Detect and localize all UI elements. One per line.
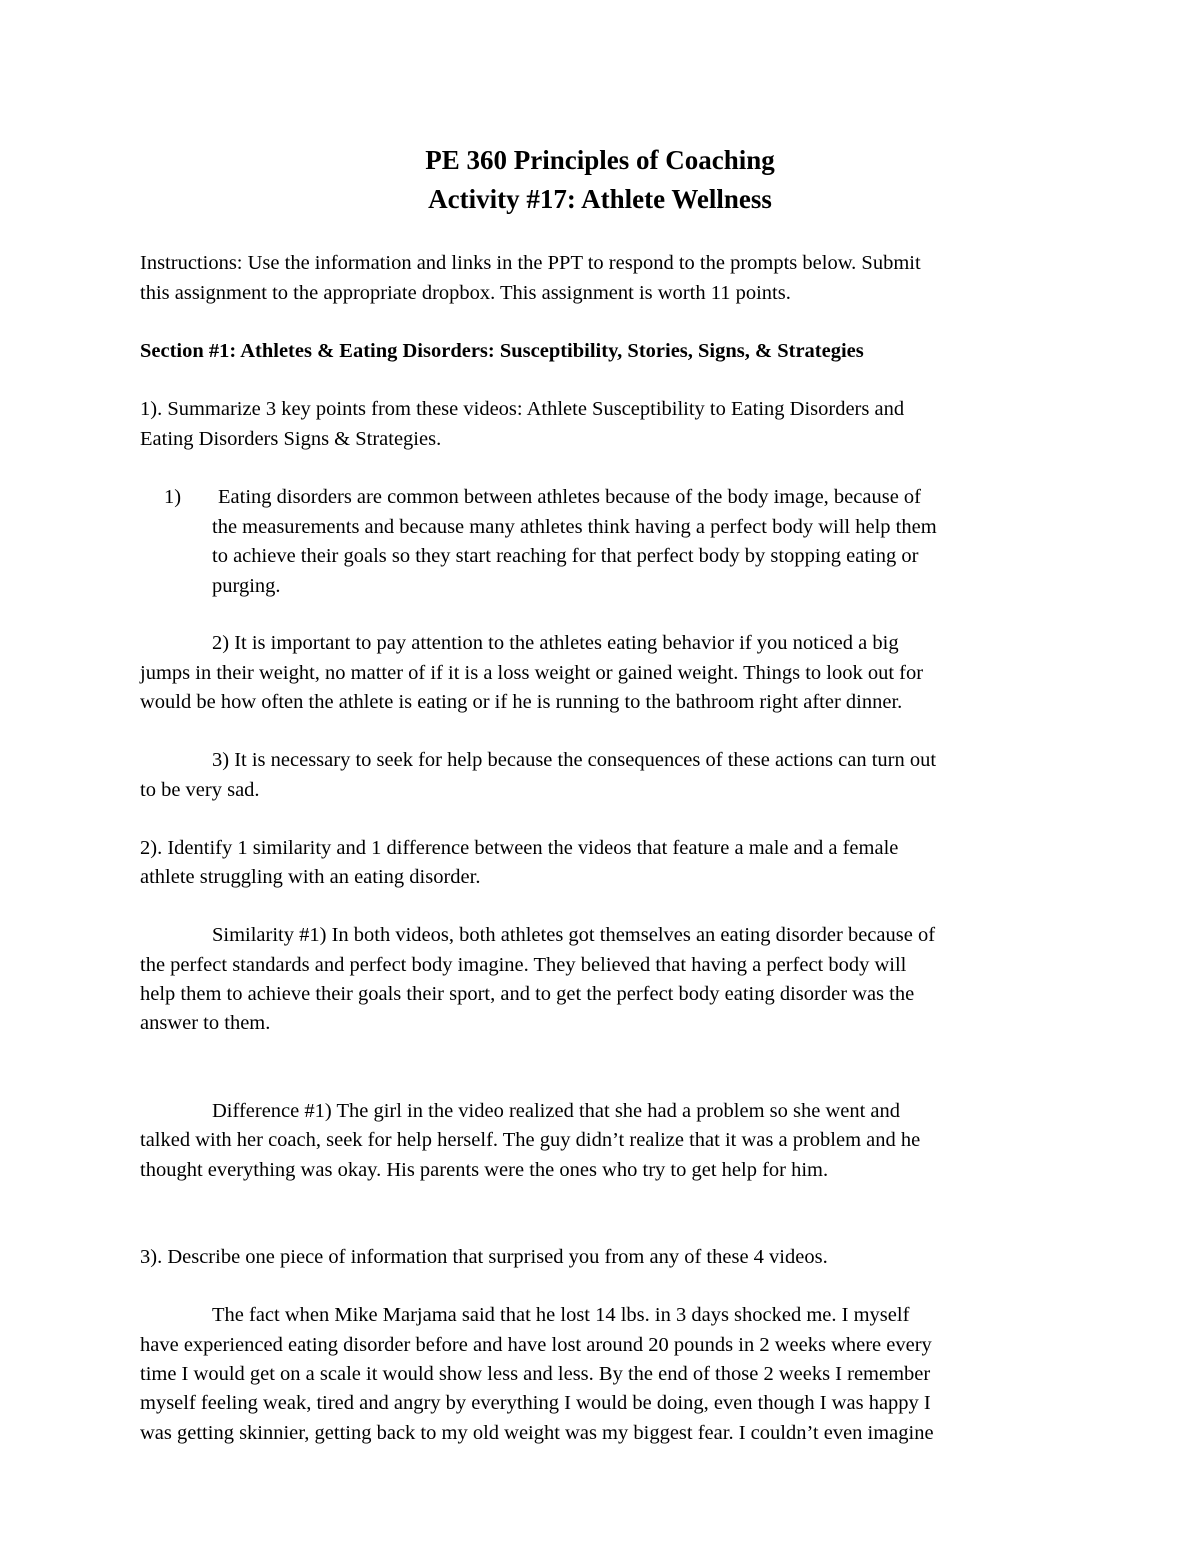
answer-1-line-2: the measurements and because many athletes think having a perfect body will help them	[212, 516, 937, 538]
similarity-line-3: help them to achieve their goals their sport, and to get the perfect body eating disorder was the	[140, 983, 915, 1005]
document-subtitle: Activity #17: Athlete Wellness	[428, 184, 772, 214]
answer-3-line-2: to be very sad.	[140, 779, 260, 801]
difference-line-1: Difference #1) The girl in the video realized that she had a problem so she went and	[212, 1100, 901, 1122]
question-1-line-2: Eating Disorders Signs & Strategies.	[140, 428, 442, 450]
answer-3-line-1: 3) It is necessary to seek for help because the consequences of these actions can turn out	[212, 749, 937, 771]
surprise-line-1: The fact when Mike Marjama said that he lost 14 lbs. in 3 days shocked me. I myself	[212, 1304, 910, 1326]
question-2-line-2: athlete struggling with an eating disorder.	[140, 866, 481, 888]
instructions-line-1: Instructions: Use the information and links in the PPT to respond to the prompts below. Submit	[140, 252, 921, 274]
question-3: 3). Describe one piece of information that surprised you from any of these 4 videos.	[140, 1246, 828, 1268]
surprise-line-5: was getting skinnier, getting back to my old weight was my biggest fear. I couldn’t even imagine	[140, 1422, 934, 1444]
answer-1-line-4: purging.	[212, 575, 281, 597]
surprise-line-3: time I would get on a scale it would show less and less. By the end of those 2 weeks I remember	[140, 1363, 931, 1385]
answer-2-line-2: jumps in their weight, no matter of if it is a loss weight or gained weight. Things to look out for	[140, 662, 924, 684]
answer-1-number: 1)	[164, 486, 182, 508]
answer-1-line-1: Eating disorders are common between athletes because of the body image, because of	[218, 486, 921, 508]
surprise-line-4: myself feeling weak, tired and angry by everything I would be doing, even though I was happy I	[140, 1392, 931, 1414]
surprise-line-2: have experienced eating disorder before and have lost around 20 pounds in 2 weeks where every	[140, 1334, 932, 1356]
instructions-line-2: this assignment to the appropriate dropbox. This assignment is worth 11 points.	[140, 282, 791, 304]
document-title: PE 360 Principles of Coaching	[425, 145, 775, 175]
difference-line-3: thought everything was okay. His parents were the ones who try to get help for him.	[140, 1159, 829, 1181]
answer-1-line-3: to achieve their goals so they start reaching for that perfect body by stopping eating or	[212, 545, 919, 567]
similarity-line-4: answer to them.	[140, 1012, 271, 1034]
similarity-line-2: the perfect standards and perfect body imagine. They believed that having a perfect body will	[140, 954, 907, 976]
section-1-heading: Section #1: Athletes & Eating Disorders: Susceptibility, Stories, Signs, & Strategies	[140, 340, 864, 362]
question-2-line-1: 2). Identify 1 similarity and 1 difference between the videos that feature a male and a female	[140, 837, 899, 859]
answer-2-line-3: would be how often the athlete is eating or if he is running to the bathroom right after dinner.	[140, 691, 903, 713]
similarity-line-1: Similarity #1) In both videos, both athletes got themselves an eating disorder because of	[212, 924, 936, 946]
difference-line-2: talked with her coach, seek for help herself. The guy didn’t realize that it was a problem and he	[140, 1129, 921, 1151]
answer-2-line-1: 2) It is important to pay attention to the athletes eating behavior if you noticed a big	[212, 632, 899, 654]
question-1-line-1: 1). Summarize 3 key points from these videos: Athlete Susceptibility to Eating Disorders and	[140, 398, 905, 420]
